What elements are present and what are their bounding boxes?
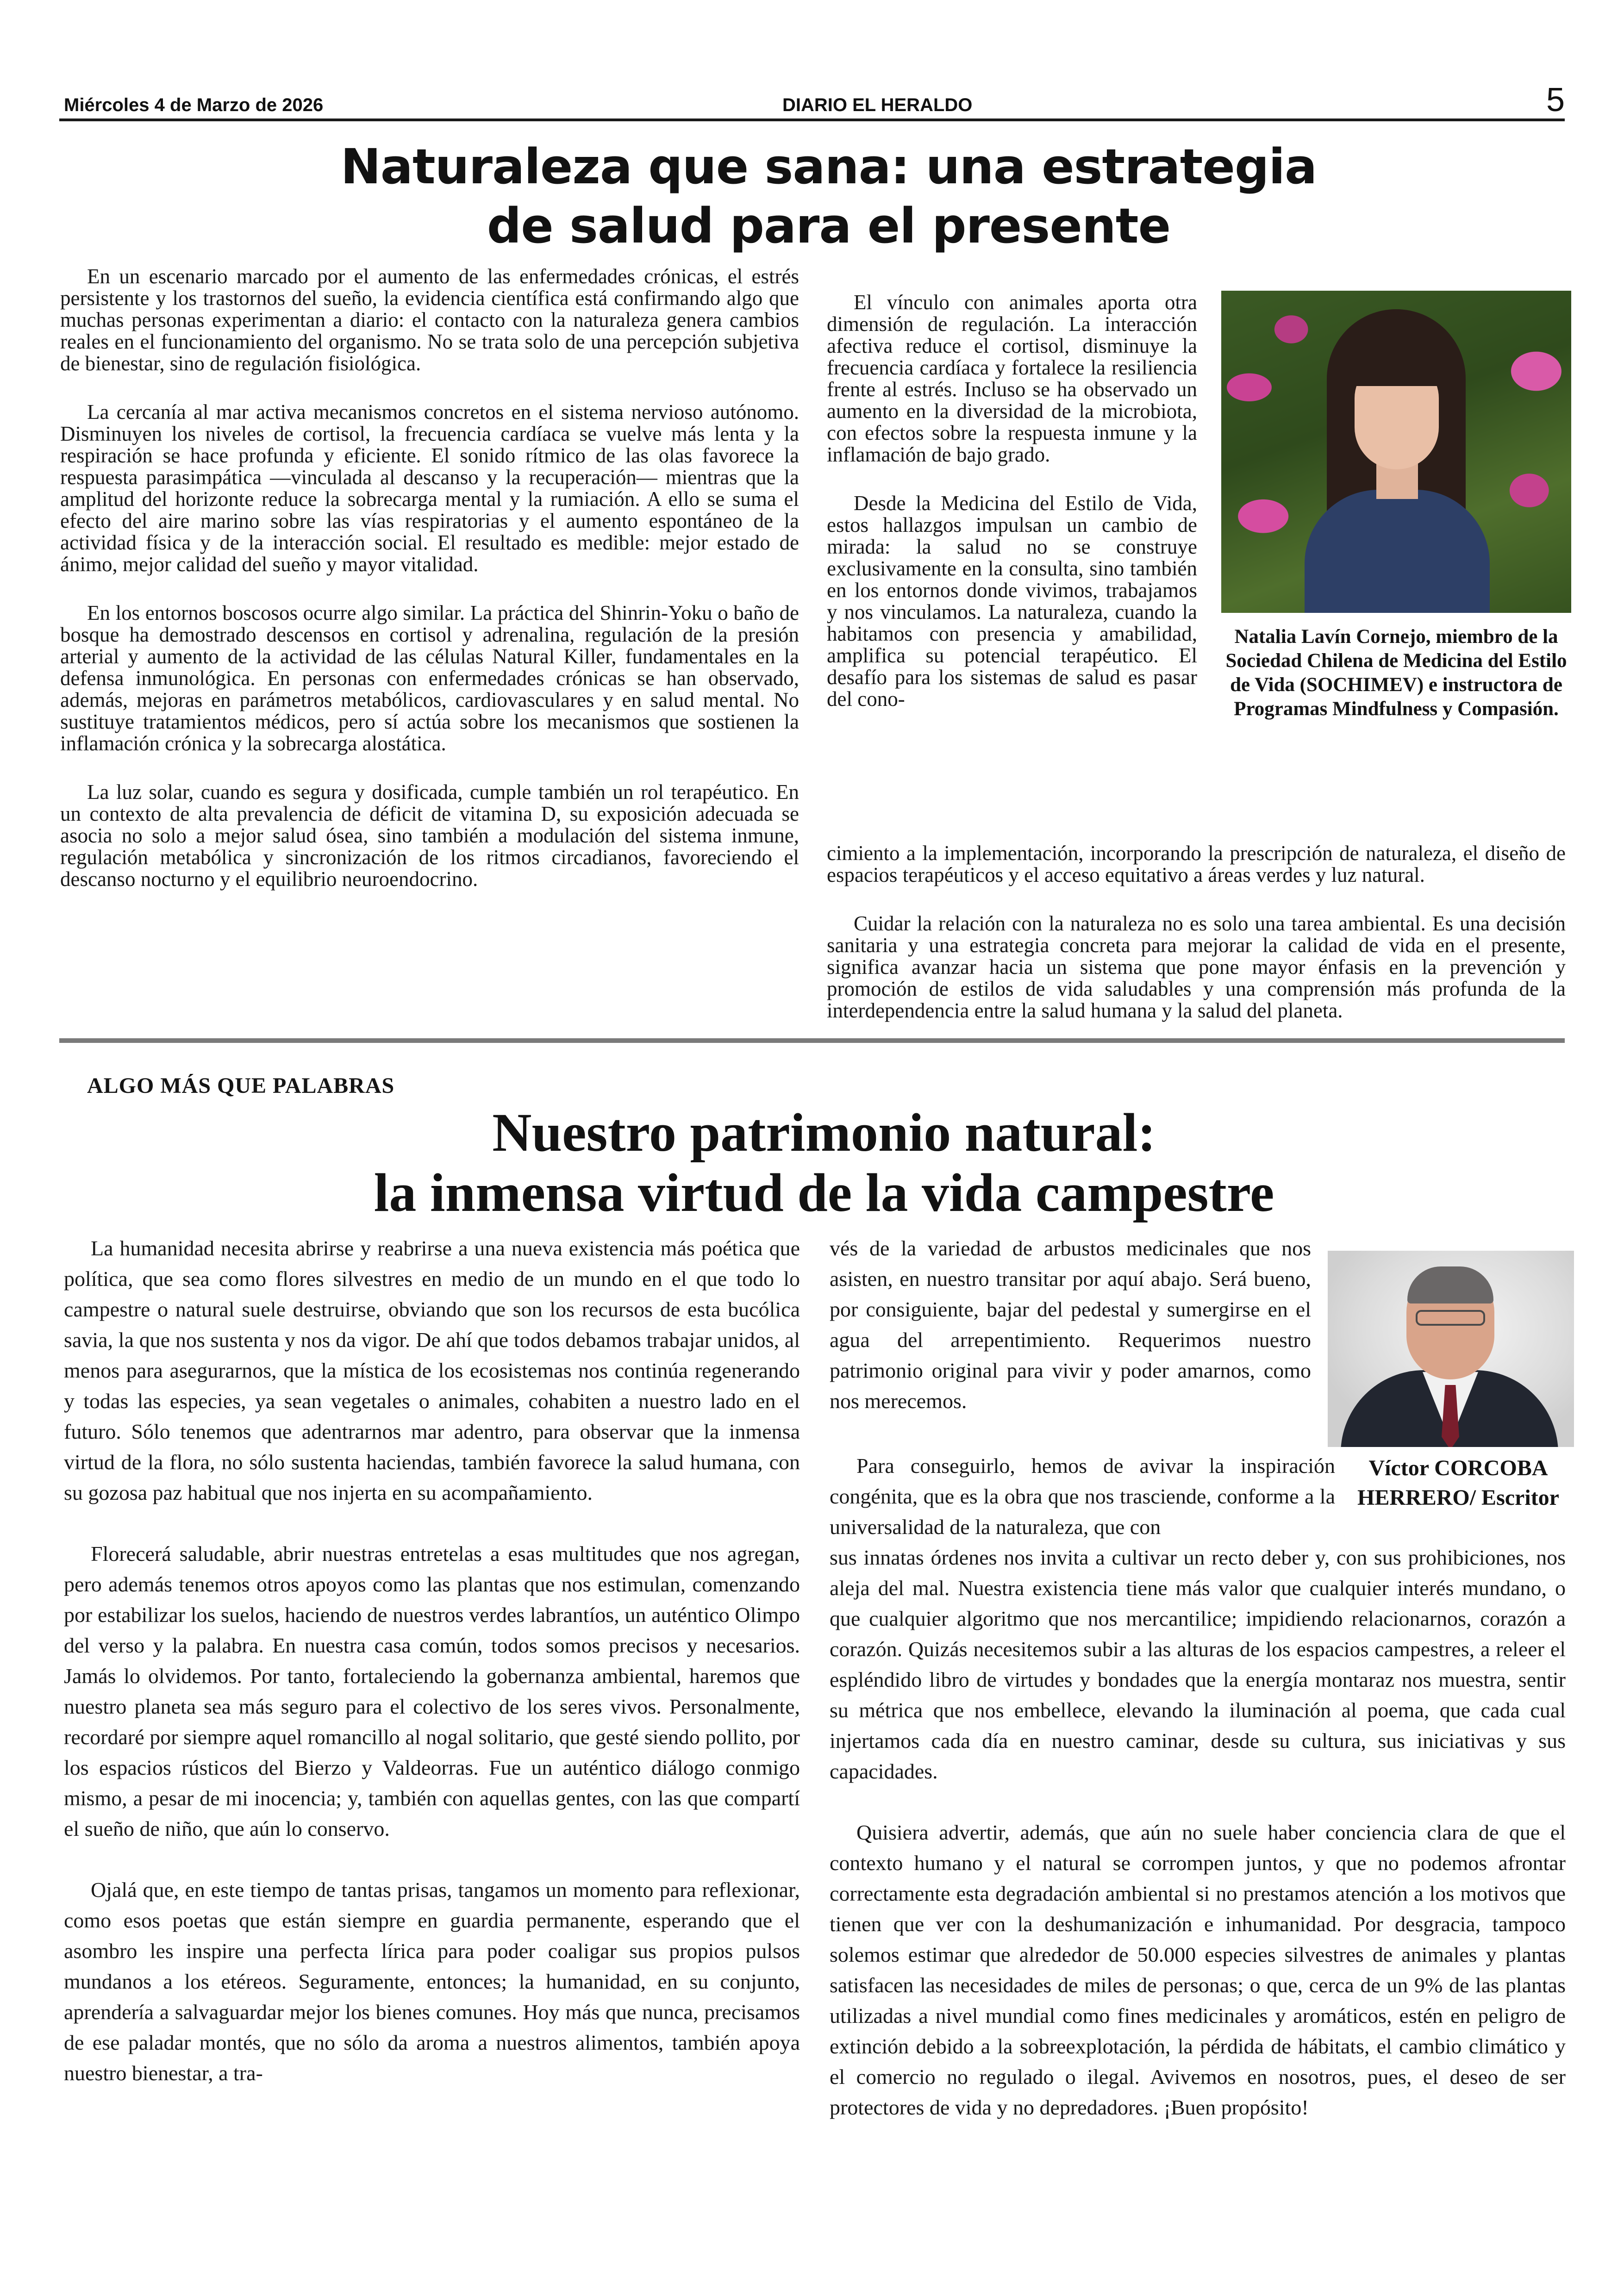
article1-headline (139, 137, 1518, 256)
article1-paragraph: cimiento a la implementación, incorporando la prescripción de naturaleza, el diseño de espacios terapéuticos y el acceso equitativo a áreas verdes y luz natural. (827, 842, 1566, 886)
article1-paragraph: El vínculo con animales aporta otra dimensión de regulación. La interacción afectiva reduce el cortisol, disminuye la frecuencia cardíaca y fortalece la resiliencia frente al estrés. Incluso se ha observado un aumento en la diversidad de la microbiota, con efectos sobre la respuesta inmune y la inflamación de bajo grado. (827, 291, 1197, 466)
photo-caption-natalia: Natalia Lavín Cornejo, miembro de la Sociedad Chilena de Medicina del Estilo de Vida (SOCHIMEV) e instructora de Programas Mindfulness y Compasión. (1225, 626, 1567, 720)
article1-paragraph: Desde la Medicina del Estilo de Vida, estos hallazgos impulsan un cambio de mirada: la salud no se construye exclusivamente en la consulta, sino también en los entornos donde vivimos, trabajamos y nos vinculamos. La naturaleza, cuando la habitamos con presencia y amabilidad, amplifica su potencial terapéutico. El desafío para los sistemas de salud es pasar del cono- (827, 492, 1197, 711)
article2-right-column-top (830, 1233, 1311, 1447)
article2-paragraph: Florecerá saludable, abrir nuestras entretelas a esas multitudes que nos agregan, pero además tenemos otros apoyos como las plantas que nos estimulan, comenzando por estabilizar los suelos, haciendo de nuestros verdes labrantíos, un auténtico Olimpo del verso y la palabra. En nuestra casa común, todos somos precisos y necesarios. Jamás lo olvidemos. Por tanto, fortaleciendo la gobernanza ambiental, haremos que nuestro planeta sea más seguro para el colectivo de los seres vivos. Personalmente, recordaré por siempre aquel romancillo al nogal solitario, que gesté siendo pollito, por los espacios rústicos del Bierzo y Valdeorras. Fue un auténtico diálogo conmigo mismo, a pesar de mi inocencia; y, también con aquellas gentes, con las que compartí el sueño de niño, que aún lo conservo. (64, 1542, 800, 1840)
header-rule (59, 118, 1565, 121)
author-photo-natalia (1221, 291, 1571, 613)
article1-paragraph: La cercanía al mar activa mecanismos concretos en el sistema nervioso autónomo. Disminuyen los niveles de cortisol, la frecuencia cardíaca se vuelve más lenta y la respiración se hace profunda y eficiente. El sonido rítmico de las olas favorece la respuesta parasimpática —vinculada al descanso y la recuperación— mientras que la amplitud del horizonte reduce la sobrecarga mental y la rumiación. A ello se suma el efecto del aire marino sobre las vías respiratorias y el aumento espontáneo de la actividad física y de la interacción social. El resultado es medible: mejor estado de ánimo, mejor calidad del sueño y mayor vitalidad. (60, 400, 799, 576)
article2-right-column-bottom (830, 1542, 1566, 2153)
article2-headline-line1: Nuestro patrimonio natural: (492, 1102, 1156, 1163)
header-date: Miércoles 4 de Marzo de 2026 (64, 95, 324, 115)
article1-paragraph: En los entornos boscosos ocurre algo similar. La práctica del Shinrin-Yoku o baño de bosque ha demostrado descensos en cortisol y adrenalina, regulación de la presión arterial y aumento de la actividad de las células Natural Killer, fundamentales en la defensa inmunológica. En personas con enfermedades crónicas se han observado, además, mejoras en parámetros metabólicos, cardiovasculares y en salud mental. No sustituye tratamientos médicos, pero sí actúa sobre los mecanismos que sostienen la inflamación crónica y la sobrecarga alostática. (60, 601, 799, 755)
author-photo-victor (1328, 1251, 1574, 1447)
article2-paragraph: La humanidad necesita abrirse y reabrirse a una nueva existencia más poética que política, que sea como flores silvestres en medio de un mundo en el que todo lo campestre o natural suele destruirse, obviando que son los recursos de esta bucólica savia, la que nos sustenta y nos da vigor. De ahí que todos debamos trabajar unidos, al menos para asegurarnos, que la mística de los ecosistemas nos continúa regenerando y todas las especies, ya sean vegetales o animales, cohabiten a nuestro lado en el futuro. Sólo tenemos que adentrarnos mar adentro, para observar que la inmensa virtud de la flora, no sólo sustenta haciendas, también favorece la salud humana, con su gozosa paz habitual que nos injerta en su acompañamiento. (64, 1236, 800, 1504)
article2-paragraph: vés de la variedad de arbustos medicinales que nos asisten, en nuestro transitar por aquí abajo. Será bueno, por consiguiente, bajar del pedestal y sumergirse en el agua del arrepentimiento. Requerimos nuestro patrimonio original para vivir y poder amarnos, como nos merecemos. (830, 1236, 1311, 1413)
article1-right-column-top (827, 292, 1197, 737)
article2-left-column (64, 1233, 800, 2119)
article2-paragraph: Ojalá que, en este tiempo de tantas prisas, tangamos un momento para reflexionar, como esos poetas que están siempre en guardia permanente, esperando que el asombro les inspire una perfecta lírica para poder coaligar sus propios pulsos mundanos a los etéreos. Seguramente, entonces; la humanidad, en su conjunto, aprendería a salvaguardar mejor los bienes comunes. Hoy más que nunca, precisamos de ese paladar montés, que no sólo da aroma a nuestros alimentos, también apoya nuestro bienestar, a tra- (64, 1878, 800, 2085)
article1-headline-line1: Naturaleza que sana: una estrategia (340, 138, 1317, 195)
article2-headline-line2: la inmensa virtud de la vida campestre (374, 1162, 1274, 1223)
article1-paragraph: La luz solar, cuando es segura y dosificada, cumple también un rol terapéutico. En un contexto de alta prevalencia de déficit de vitamina D, su exposición adecuada se asocia no solo a mejor salud ósea, sino también a modulación del sistema inmune, regulación metabólica y sincronización de los ritmos circadianos, favoreciendo el descanso nocturno y el equilibrio neuroendocrino. (60, 780, 799, 891)
section-divider (59, 1038, 1565, 1043)
article2-paragraph: Para conseguirlo, hemos de avivar la inspiración congénita, que es la obra que nos trasciende, conforme a la universalidad de la naturaleza, que con (830, 1454, 1335, 1539)
header-newspaper-name: DIARIO EL HERALDO (782, 95, 973, 115)
article2-paragraph: sus innatas órdenes nos invita a cultivar un recto deber y, con sus prohibiciones, nos aleja del mal. Nuestra existencia tiene más valor que cualquier interés mundano, o que cualquier algoritmo que nos mercantilice; impidiendo relacionarnos, corazón a corazón. Quizás necesitemos subir a las alturas de los espacios campestres, a releer el espléndido libro de virtudes y bondades que la energía montaraz nos muestra, sentir su métrica que nos embellece, elevando la iluminación al poema, que cada cual injertamos cada día en nuestro caminar, desde su cultura, sus iniciativas y sus capacidades. (830, 1546, 1566, 1783)
article1-paragraph: En un escenario marcado por el aumento de las enfermedades crónicas, el estrés persistente y los trastornos del sueño, la evidencia científica está confirmando algo que muchas personas experimentan a diario: el contacto con la naturaleza genera cambios reales en el funcionamiento del organismo. No se trata solo de una percepción subjetiva de bienestar, sino de regulación fisiológica. (60, 265, 799, 375)
header-page-number: 5 (1546, 81, 1565, 118)
caption-victor-line2: HERRERO/ Escritor (1357, 1485, 1559, 1510)
article2-paragraph: Quisiera advertir, además, que aún no suele haber conciencia clara de que el contexto humano y el natural se corrompen juntos, y que no podemos afrontar correctamente esta degradación ambiental si no prestamos atención a los motivos que tienen que ver con la deshumanización e inhumanidad. Por desgracia, tampoco solemos estimar que alrededor de 50.000 especies silvestres de animales y plantas satisfacen las necesidades de miles de personas; o que, cerca de un 9% de las plantas utilizadas a nivel mundial como fines medicinales y aromáticos, estén en peligro de extinción debido a la sobreexplotación, la pérdida de hábitats, el cambio climático y el comercio no regulado o ilegal. Avivemos en nosotros, pues, el deseo de ser protectores de vida y no depredadores. ¡Buen propósito! (830, 1821, 1566, 2119)
article2-headline (231, 1103, 1417, 1223)
article1-paragraph: Cuidar la relación con la naturaleza no es solo una tarea ambiental. Es una decisión sanitaria y una estrategia concreta para mejorar la calidad de vida en el presente, significa avanzar hacia un sistema que pone mayor énfasis en la prevención y promoción de estilos de vida saludables y una comprensión más profunda de la interdependencia entre la salud humana y la salud del planeta. (827, 912, 1566, 1022)
photo-caption-victor (1333, 1453, 1583, 1513)
article1-right-column-bottom (827, 842, 1566, 1048)
caption-victor-line1: Víctor CORCOBA (1368, 1456, 1548, 1480)
article1-headline-line2: de salud para el presente (487, 198, 1171, 254)
article1-left-column (60, 266, 799, 917)
section-label: ALGO MÁS QUE PALABRAS (87, 1073, 395, 1098)
